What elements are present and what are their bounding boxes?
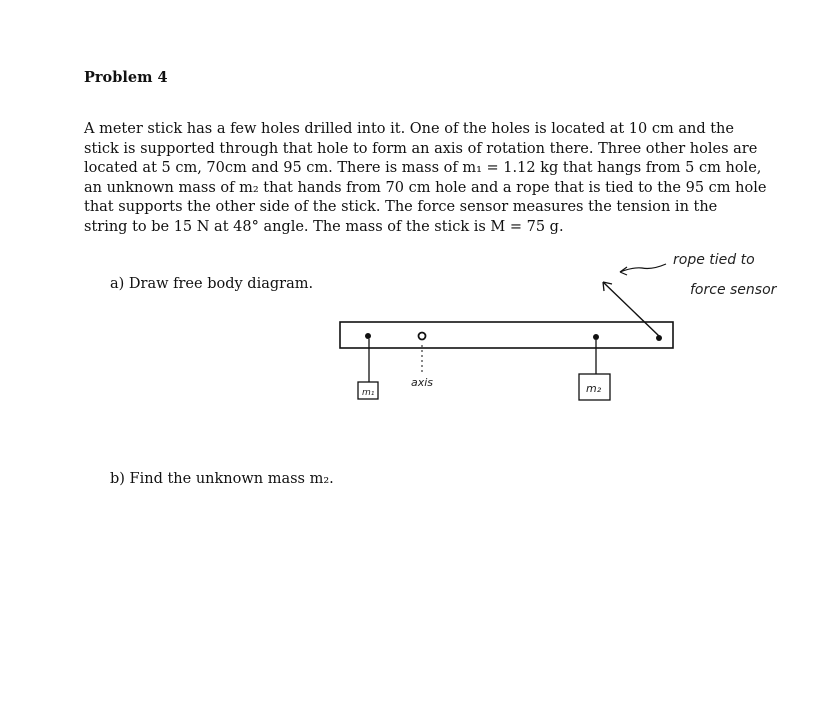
statement-line-1: A meter stick has a few holes drilled into it. One of the holes is located at 10 cm and the (84, 121, 734, 137)
pointer-arrow (620, 264, 666, 272)
hole-10cm-axis (419, 333, 426, 340)
statement-line-4: an unknown mass of m₂ that hands from 70 cm hole and a rope that is tied to the 95 cm hole (84, 179, 767, 196)
statement-line-5: that supports the other side of the stick. The force sensor measures the tension in the (84, 199, 718, 216)
statement-line-2: stick is supported through that hole to form an axis of rotation there. Three other holes are (84, 140, 758, 157)
rope (603, 282, 659, 336)
statement-line-3: located at 5 cm, 70cm and 95 cm. There is mass of m₁ = 1.12 kg that hangs from 5 cm hole, (84, 160, 762, 177)
axis-label: axis (411, 376, 434, 389)
rope-note-line-1: rope tied to (673, 252, 755, 268)
meter-stick (340, 322, 673, 348)
statement-line-6: string to be 15 N at 48° angle. The mass of the stick is M = 75 g. (84, 218, 564, 235)
rope-note-line-2: force sensor (690, 282, 777, 298)
part-b-prompt: b) Find the unknown mass m₂. (110, 471, 334, 487)
m2-label: m₂ (586, 382, 602, 395)
part-a-prompt: a) Draw free body diagram. (110, 276, 314, 292)
hole-5cm (365, 333, 371, 339)
problem-title: Problem 4 (84, 69, 168, 86)
m1-label: m₁ (362, 388, 375, 398)
hole-70cm (593, 334, 599, 340)
